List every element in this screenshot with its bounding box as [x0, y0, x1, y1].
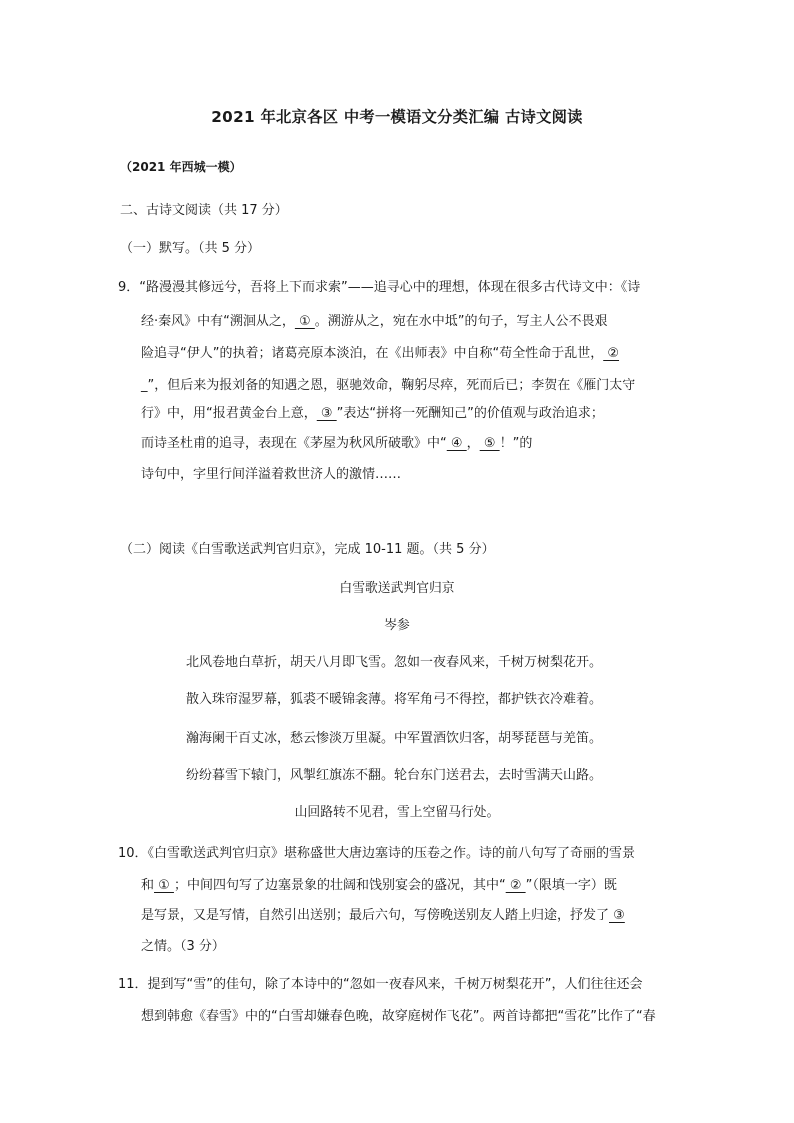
- poem-line: 瀚海阑干百丈冰，愁云惨淡万里凝。中军置酒饮归客，胡琴琵琶与羌笛。: [186, 731, 603, 746]
- q9-blank-1: ①: [294, 314, 315, 329]
- q9-text: ”，但后来为报刘备的知遇之恩，驱驰效命，鞠躬尽瘁，死而后已；李贺在《雁门太守: [147, 378, 636, 393]
- q10-text: ；中间四句写了边塞景象的壮阔和饯别宴会的盛况，其中“: [173, 878, 506, 893]
- q9-blank-2: ②: [603, 346, 620, 361]
- document-subtitle: （2021 年西城一模）: [120, 160, 242, 174]
- q10-text: ”（限填一字）既: [525, 878, 617, 893]
- poem-line: 北风卷地白草折，胡天八月即飞雪。忽如一夜春风来，千树万树梨花开。: [186, 655, 603, 670]
- q11-line-1: 11．提到写“雪”的佳句，除了本诗中的“忽如一夜春风来，千树万树梨花开”，人们往往还会: [118, 977, 643, 992]
- q9-line-1: 9．“路漫漫其修远兮，吾将上下而求索”——追寻心中的理想，体现在很多古代诗文中：《诗: [118, 280, 641, 295]
- q9-line-6: [141, 435, 532, 453]
- q9-text: 。溯游从之，宛在水中坻”的句子，写主人公不畏艰: [314, 314, 608, 329]
- q11-line-2: 想到韩愈《春雪》中的“白雪却嫌春色晚，故穿庭树作飞花”。两首诗都把“雪花”比作了“春: [141, 1009, 656, 1024]
- q9-text: 险追寻“伊人”的执着；诸葛亮原本淡泊，在《出师表》中自称“苟全性命于乱世，: [141, 346, 604, 361]
- part1-heading: （一）默写。（共 5 分）: [120, 241, 261, 256]
- q10-line-1: 10．《白雪歌送武判官归京》堪称盛世大唐边塞诗的压卷之作。诗的前八句写了奇丽的雪景: [118, 846, 636, 861]
- poem-line: 纷纷暮雪下辕门，风掣红旗冻不翻。轮台东门送君去，去时雪满天山路。: [186, 768, 603, 783]
- q9-text: ！”的: [499, 436, 533, 451]
- q9-blank-5: ⑤: [479, 436, 500, 451]
- part2-heading: （二）阅读《白雪歌送武判官归京》，完成 10-11 题。（共 5 分）: [120, 542, 495, 557]
- q9-text: 行》中，用“报君黄金台上意，: [141, 406, 317, 421]
- q9-text: 经·秦风》中有“溯洄从之，: [141, 314, 295, 329]
- q9-blank-4: ④: [446, 436, 467, 451]
- poem-line: 散入珠帘湿罗幕，狐裘不暖锦衾薄。将军角弓不得控，都护铁衣冷难着。: [186, 692, 603, 707]
- poem-author: 岑参: [384, 618, 410, 633]
- q10-blank-3: ③: [609, 908, 625, 923]
- q9-line-7: 诗句中，字里行间洋溢着救世济人的激情……: [141, 467, 402, 482]
- q10-line-4: 之情。（3 分）: [141, 939, 225, 954]
- q10-blank-1: ①: [154, 878, 174, 893]
- q9-blank-3: ③: [316, 406, 337, 421]
- document-title: 2021 年北京各区 中考一模语文分类汇编 古诗文阅读: [211, 108, 583, 126]
- q9-line-2: [141, 313, 608, 331]
- poem-title: 白雪歌送武判官归京: [339, 581, 455, 596]
- q10-line-2: [141, 877, 617, 895]
- q9-separator: ，: [466, 436, 480, 451]
- q9-line-3: [141, 345, 619, 363]
- poem-line: 山回路转不见君，雪上空留马行处。: [294, 805, 500, 820]
- q10-text: 是写景，又是写情，自然引出送别；最后六句，写傍晚送别友人踏上归途，抒发了: [141, 908, 610, 923]
- q9-line-5: [141, 405, 604, 423]
- q10-blank-2: ②: [505, 878, 526, 893]
- q9-text: ”表达“拼将一死酬知己”的价值观与政治追求；: [336, 406, 604, 421]
- section-heading: 二、古诗文阅读（共 17 分）: [120, 203, 288, 218]
- q9-line-4: [141, 377, 635, 395]
- q9-text: 而诗圣杜甫的追寻，表现在《茅屋为秋风所破歌》中“: [141, 436, 447, 451]
- q10-line-3: [141, 907, 625, 925]
- q10-text: 和: [141, 878, 155, 893]
- q9-blank-2-tail: _: [141, 378, 148, 393]
